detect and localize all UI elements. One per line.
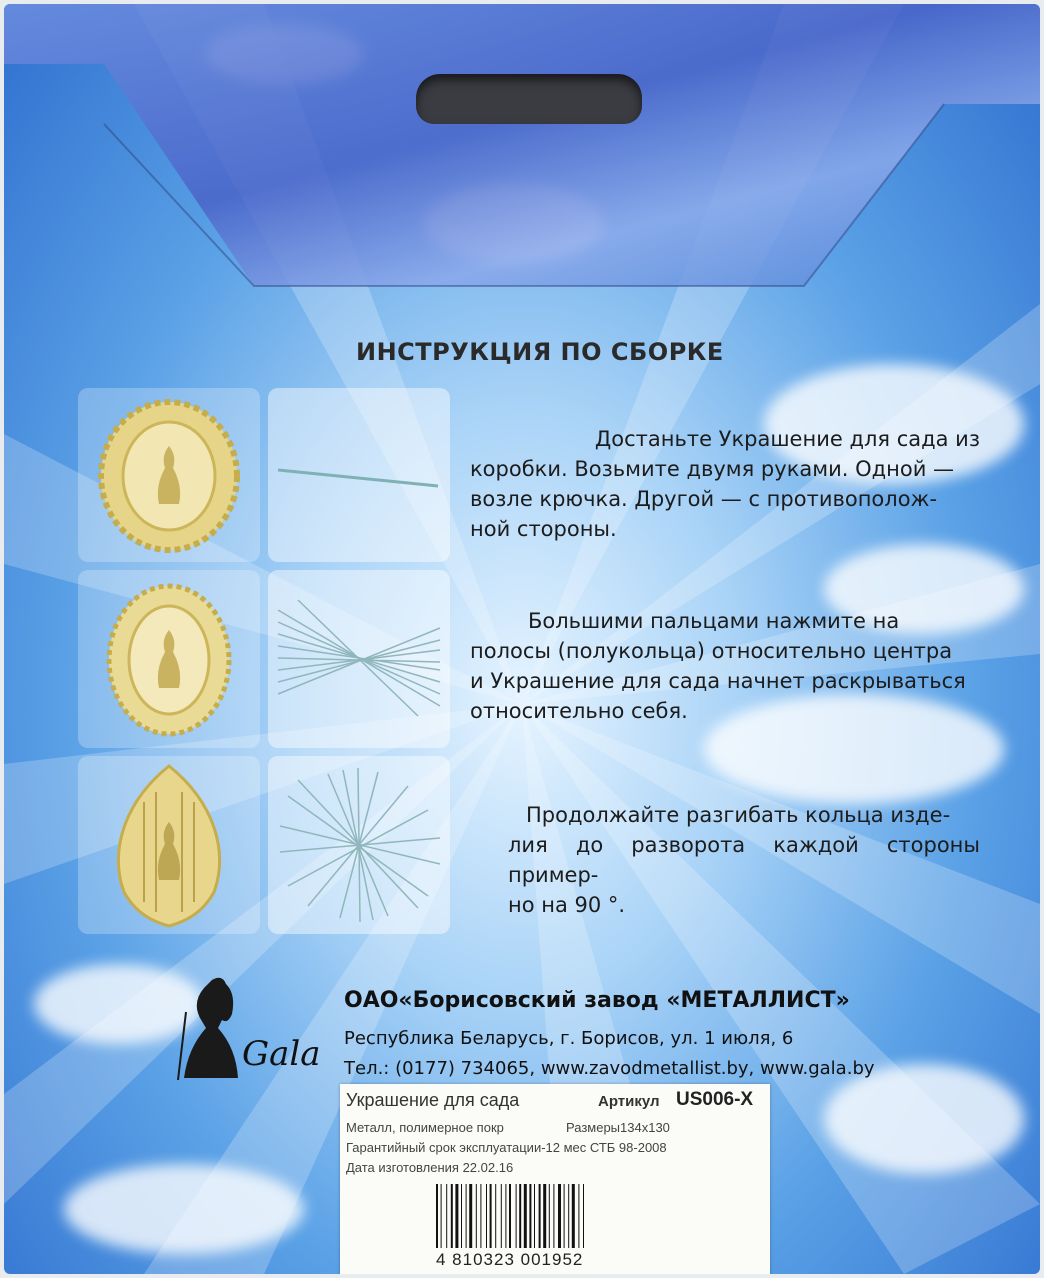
step-2-line-3: и Украшение для сада начнет раскрываться: [470, 669, 966, 693]
sticker-product: Украшение для сада: [346, 1090, 520, 1110]
sticker-size: Размеры134х130: [566, 1120, 670, 1135]
hang-hole: [416, 74, 642, 124]
step-2-line-1: Большими пальцами нажмите на: [528, 609, 900, 633]
manufacturer-address: Республика Беларусь, г. Борисов, ул. 1 июля, 6: [344, 1028, 794, 1049]
diagram-closed: [268, 388, 450, 562]
step-1-line-4: ной стороны.: [470, 517, 617, 541]
sticker-article: US006-X: [676, 1089, 754, 1110]
ornament-half-open-image: [94, 578, 244, 740]
sticker-material: Металл, полимерное покр: [346, 1120, 504, 1135]
box-card: [4, 4, 1040, 1274]
manufacturer-name: ОАО«Борисовский завод «МЕТАЛЛИСТ»: [344, 988, 850, 1013]
step-1-text: [470, 424, 980, 544]
brand-gala: Gala: [242, 1034, 321, 1074]
product-sticker: [340, 1084, 770, 1274]
gala-lady-logo: [172, 972, 252, 1082]
step-1-line-1: Достаньте Украшение для сада из: [594, 427, 980, 451]
sticker-article-label: Артикул: [598, 1093, 660, 1110]
sticker-warranty: Гарантийный срок эксплуатации-12 мес СТБ 98-2008: [346, 1140, 667, 1155]
manufacturer-contacts: Тел.: (0177) 734065, www.zavodmetallist.by, www.gala.by: [344, 1058, 875, 1079]
step-3-line-2: лия до разворота каждой стороны пример-: [508, 833, 980, 887]
diagram-open: [268, 756, 450, 934]
step-1-line-3: возле крючка. Другой — с противополож-: [470, 487, 938, 511]
barcode-digits: 4 810323 001952: [436, 1250, 584, 1269]
ornament-open-image: [104, 762, 234, 930]
barcode-image: [434, 1184, 674, 1248]
sticker-date: Дата изготовления 22.02.16: [346, 1160, 514, 1175]
step-2-line-2: полосы (полукольца) относительно центра: [470, 639, 953, 663]
step-1-line-2: коробки. Возьмите двумя руками. Одной —: [470, 457, 955, 481]
diagram-half-open: [268, 570, 450, 748]
step-2-line-4: относительно себя.: [470, 699, 688, 723]
step-3-text: [470, 800, 980, 920]
step-3-line-3: но на 90 °.: [508, 893, 626, 917]
ornament-closed-image: [94, 396, 244, 556]
step-3-line-1: Продолжайте разгибать кольца изде-: [526, 803, 951, 827]
top-flap: [4, 4, 1040, 294]
step-2-text: [470, 606, 980, 726]
instructions-title: ИНСТРУКЦИЯ ПО СБОРКЕ: [356, 338, 724, 366]
